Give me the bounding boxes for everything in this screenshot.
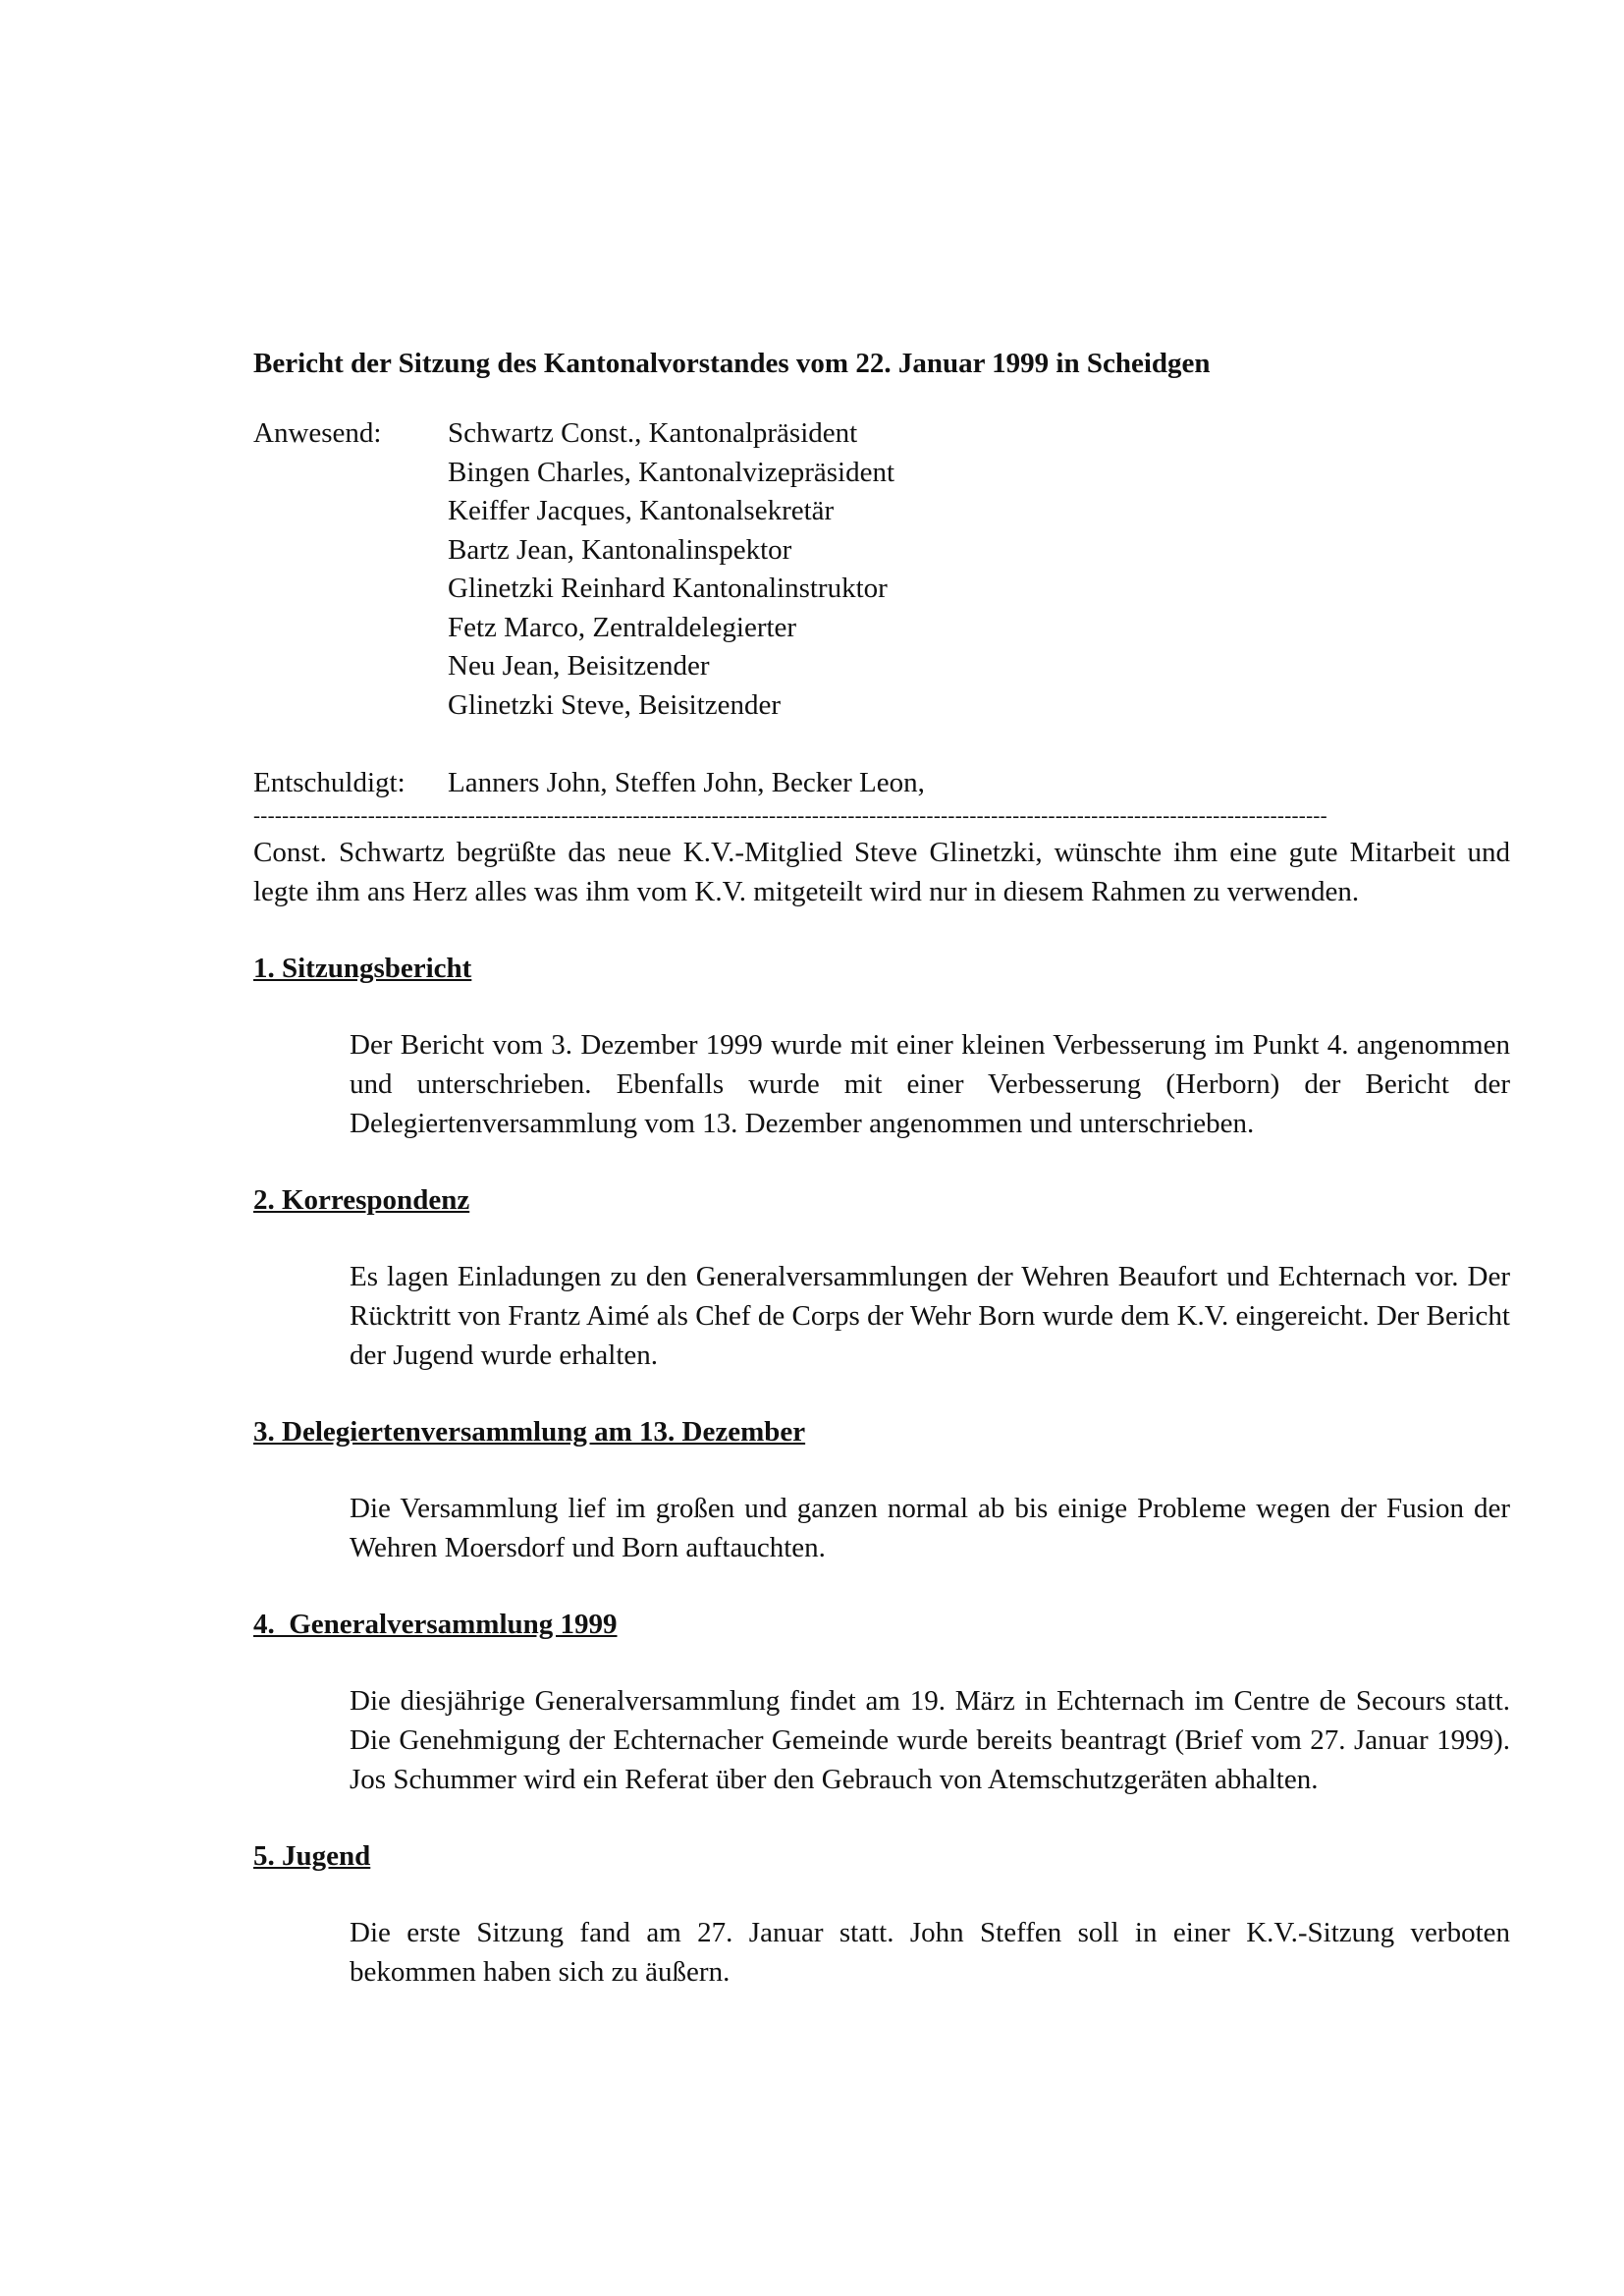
attendee: Bartz Jean, Kantonalinspektor	[448, 533, 792, 566]
section-heading: 1. Sitzungsbericht	[253, 952, 472, 984]
section-heading: 3. Delegiertenversammlung am 13. Dezember	[253, 1415, 806, 1448]
absent-label: Entschuldigt:	[253, 767, 406, 798]
section-heading: 5. Jugend	[253, 1839, 371, 1872]
attendees-absent	[253, 764, 1510, 803]
attendee: Fetz Marco, Zentraldelegierter	[448, 611, 797, 643]
intro-paragraph: Const. Schwartz begrüßte das neue K.V.-Mitglied Steve Glinetzki, wünschte ihm eine gute Mitarbeit und legte ihm ans Herz alles was ihm vom K.V. mitgeteilt wird nur in diesem Rahmen zu verwenden.	[253, 836, 1510, 907]
attendee: Schwartz Const., Kantonalpräsident	[448, 417, 858, 449]
absent-names: Lanners John, Steffen John, Becker Leon,	[448, 767, 925, 798]
attendee: Bingen Charles, Kantonalvizepräsident	[448, 456, 895, 488]
attendees-present	[253, 414, 1510, 725]
document-title: Bericht der Sitzung des Kantonalvorstandes vom 22. Januar 1999 in Scheidgen	[253, 348, 1211, 379]
attendee: Glinetzki Steve, Beisitzender	[448, 688, 782, 721]
present-label: Anwesend:	[253, 417, 382, 449]
section-body: Die diesjährige Generalversammlung findet am 19. März in Echternach im Centre de Secours statt. Die Genehmigung der Echternacher Gemeinde wurde bereits beantragt (Brief vom 27. Januar 1999). Jos Schummer wird ein Referat über den Gebrauch von Atemschutzgeräten abhalten.	[350, 1684, 1510, 1795]
attendee: Neu Jean, Beisitzender	[448, 650, 710, 682]
section-body: Die Versammlung lief im großen und ganzen normal ab bis einige Probleme wegen der Fusion der Wehren Moersdorf und Born auftauchten.	[350, 1492, 1510, 1563]
section-heading: 4. Generalversammlung 1999	[253, 1608, 618, 1640]
section-heading: 2. Korrespondenz	[253, 1183, 470, 1216]
document-page	[253, 344, 1510, 1992]
present-names	[448, 414, 1510, 725]
section-body: Es lagen Einladungen zu den Generalversammlungen der Wehren Beaufort und Echternach vor. Der Rücktritt von Frantz Aimé als Chef de Corps der Wehr Born wurde dem K.V. eingereicht. Der Bericht der Jugend wurde erhalten.	[350, 1260, 1510, 1371]
section-body: Die erste Sitzung fand am 27. Januar statt. John Steffen soll in einer K.V.-Sitzung verboten bekommen haben sich zu äußern.	[350, 1916, 1510, 1988]
attendee: Glinetzki Reinhard Kantonalinstruktor	[448, 573, 888, 604]
separator-line: ------------------------------------------------------------------------------------------------------------------------------------------------------	[253, 804, 1327, 825]
section-body: Der Bericht vom 3. Dezember 1999 wurde mit einer kleinen Verbesserung im Punkt 4. angenommen und unterschrieben. Ebenfalls wurde mit einer Verbesserung (Herborn) der Bericht der Delegiertenversammlung vom 13. Dezember angenommen und unterschrieben.	[350, 1028, 1510, 1139]
attendee: Keiffer Jacques, Kantonalsekretär	[448, 495, 835, 526]
